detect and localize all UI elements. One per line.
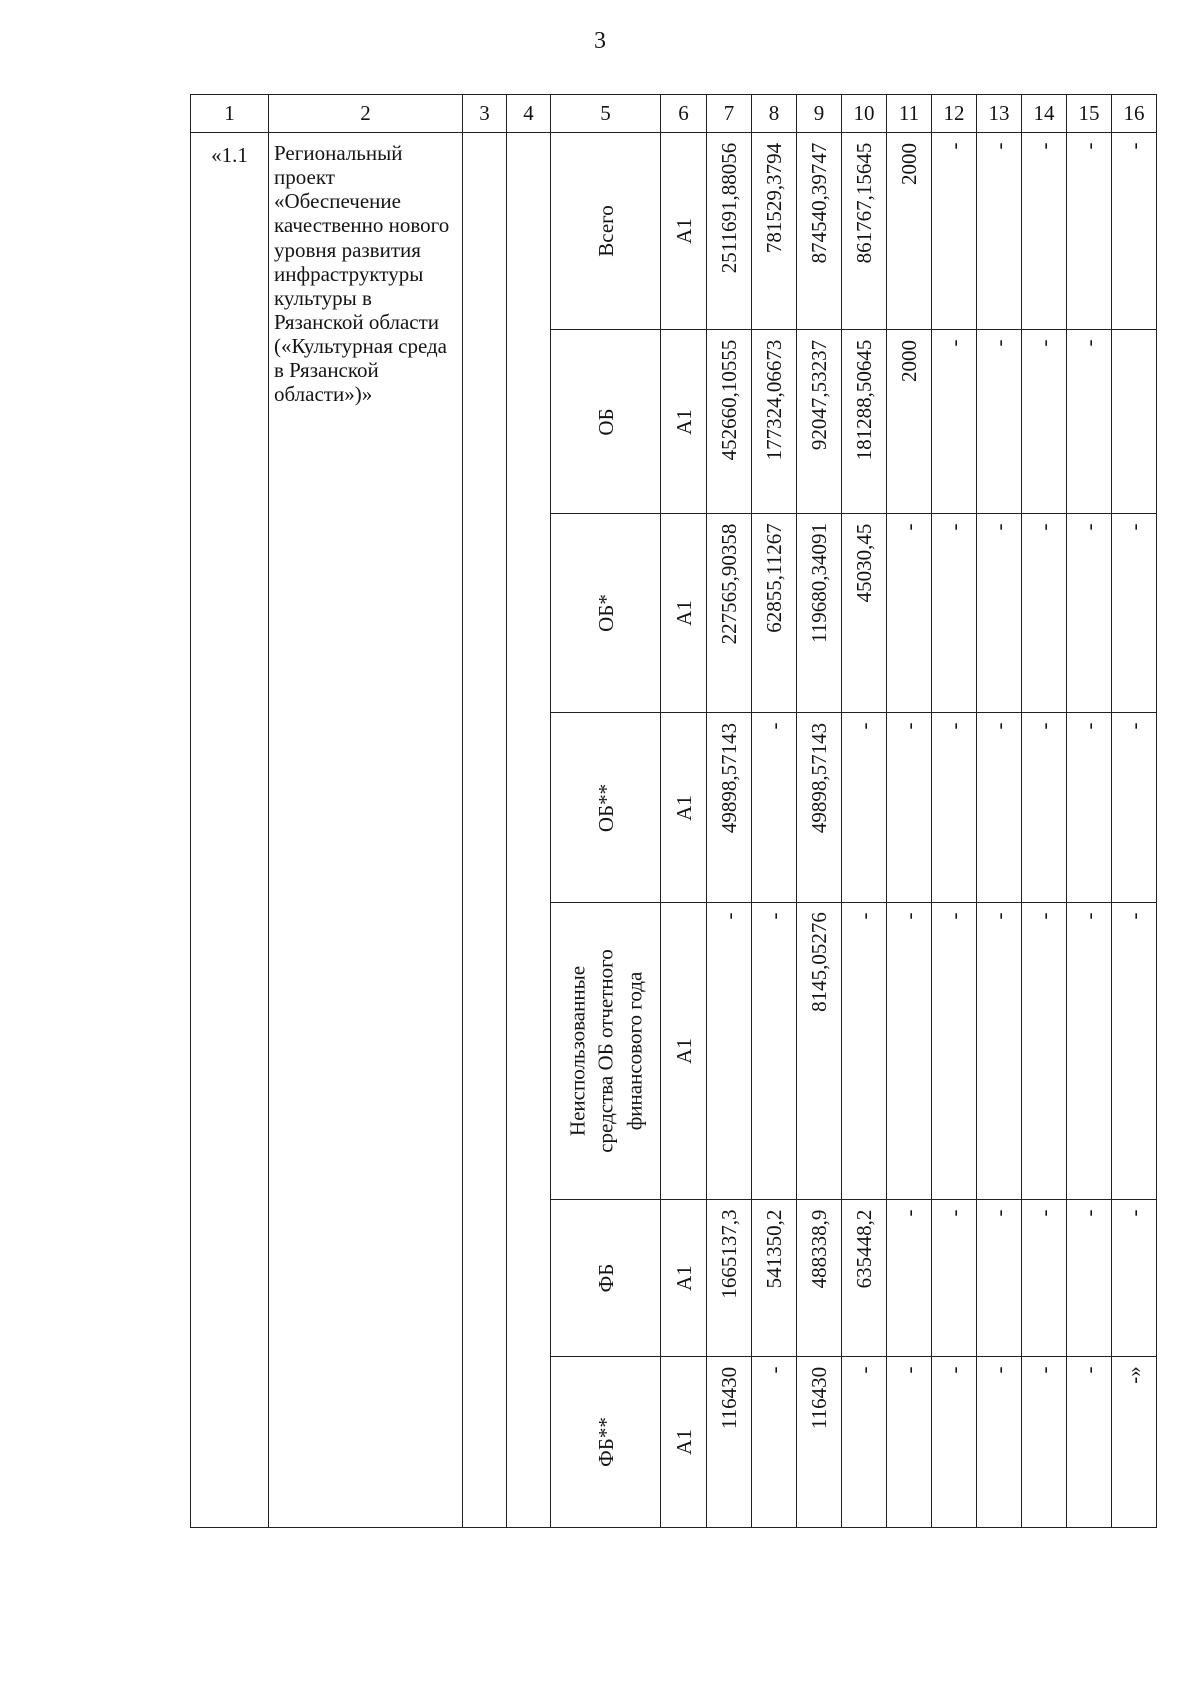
amount-cell: [932, 133, 977, 330]
amount-value: 92047,53237: [806, 339, 831, 450]
column-number-cell: 1: [191, 95, 269, 133]
amount-value: -: [896, 722, 921, 730]
amount-value: 8145,05276: [806, 912, 831, 1013]
amount-value: -: [941, 1209, 966, 1217]
col4-cell: [507, 133, 551, 1528]
amount-value: -: [896, 1366, 921, 1374]
amount-cell: [1112, 330, 1157, 514]
amount-value: -: [1031, 722, 1056, 730]
amount-cell: [1067, 1200, 1112, 1357]
classification-code-cell: [661, 514, 707, 713]
column-number-cell: 6: [661, 95, 707, 133]
amount-value: 49898,57143: [716, 722, 741, 833]
amount-value: 45030,45: [851, 523, 876, 603]
amount-cell: [1022, 1200, 1067, 1357]
amount-cell: [797, 514, 842, 713]
page-number: 3: [594, 28, 606, 54]
amount-cell: [932, 1357, 977, 1528]
amount-value: -: [1031, 1366, 1056, 1374]
amount-value: -: [941, 142, 966, 150]
amount-cell: [1022, 903, 1067, 1200]
table-row: [191, 133, 1157, 330]
amount-value: -: [941, 912, 966, 920]
project-name-cell: Региональный проект «Обеспечение качественно нового уровня развития инфраструктуры культуры в Рязанской области («Культурная среда в Рязанской области»)»: [269, 133, 463, 1528]
funding-source-cell: [551, 1357, 661, 1528]
amount-cell: [1067, 1357, 1112, 1528]
funding-source-cell: [551, 330, 661, 514]
classification-code: А1: [671, 408, 696, 435]
funding-source-label: Неиспользованные средства ОБ отчетного финансового года: [564, 949, 646, 1153]
amount-value: 452660,10555: [716, 339, 741, 461]
classification-code: А1: [671, 600, 696, 626]
amount-value: 181288,50645: [851, 339, 876, 461]
amount-value: -: [1031, 912, 1056, 920]
amount-value: -: [1076, 523, 1101, 531]
amount-value: 781529,3794: [761, 142, 786, 253]
amount-cell: [932, 1200, 977, 1357]
funding-source-label: ОБ*: [593, 594, 618, 632]
amount-value: -: [1076, 142, 1101, 150]
amount-cell: [707, 903, 752, 1200]
amount-value: -: [1121, 523, 1146, 531]
funding-source-cell: [551, 903, 661, 1200]
amount-value: -: [941, 1366, 966, 1374]
classification-code-cell: [661, 1200, 707, 1357]
amount-value: -: [941, 523, 966, 531]
amount-value: 488338,9: [806, 1209, 831, 1289]
column-number-cell: 10: [842, 95, 887, 133]
amount-cell: [1022, 1357, 1067, 1528]
amount-value: -: [986, 339, 1011, 347]
amount-value: 2000: [896, 339, 921, 382]
column-number-cell: 3: [463, 95, 507, 133]
amount-cell: [1022, 330, 1067, 514]
amount-cell: [752, 1357, 797, 1528]
amount-cell: [1112, 133, 1157, 330]
amount-cell: [887, 514, 932, 713]
amount-cell: [707, 330, 752, 514]
funding-source-cell: [551, 713, 661, 903]
amount-cell: [1067, 133, 1112, 330]
amount-cell: [887, 1200, 932, 1357]
classification-code: А1: [671, 794, 696, 821]
amount-cell: [1067, 903, 1112, 1200]
amount-cell: [1022, 514, 1067, 713]
column-number-cell: 12: [932, 95, 977, 133]
amount-cell: [1067, 713, 1112, 903]
amount-cell: [752, 713, 797, 903]
amount-cell: [707, 1200, 752, 1357]
amount-cell: [1067, 514, 1112, 713]
amount-value: -: [1121, 722, 1146, 730]
amount-value: -: [1121, 912, 1146, 920]
classification-code-cell: [661, 903, 707, 1200]
amount-cell: [842, 133, 887, 330]
col3-cell: [463, 133, 507, 1528]
column-number-cell: 11: [887, 95, 932, 133]
amount-cell: [707, 514, 752, 713]
amount-cell: [797, 1357, 842, 1528]
column-number-cell: 9: [797, 95, 842, 133]
amount-value: 62855,11267: [761, 523, 786, 633]
amount-cell: [707, 133, 752, 330]
amount-value: 2000: [896, 142, 921, 185]
amount-value: -: [986, 142, 1011, 150]
funding-source-label: Всего: [593, 205, 618, 257]
amount-cell: [707, 1357, 752, 1528]
funding-source-label: ОБ: [593, 407, 618, 436]
amount-value: 541350,2: [761, 1209, 786, 1289]
amount-value: -: [896, 1209, 921, 1217]
amount-cell: [977, 713, 1022, 903]
amount-cell: [752, 1200, 797, 1357]
amount-value: -»: [1121, 1366, 1146, 1384]
amount-value: -: [761, 912, 786, 920]
funding-source-cell: [551, 1200, 661, 1357]
amount-value: -: [1076, 912, 1101, 920]
amount-value: -: [986, 1209, 1011, 1217]
amount-cell: [977, 1357, 1022, 1528]
column-number-cell: 5: [551, 95, 661, 133]
amount-value: -: [716, 912, 741, 920]
column-number-cell: 13: [977, 95, 1022, 133]
amount-cell: [797, 713, 842, 903]
amount-value: -: [851, 722, 876, 730]
column-number-cell: 16: [1112, 95, 1157, 133]
column-number-cell: 2: [269, 95, 463, 133]
amount-value: -: [941, 339, 966, 347]
classification-code-cell: [661, 713, 707, 903]
column-number-cell: 7: [707, 95, 752, 133]
classification-code: А1: [671, 1038, 696, 1064]
amount-cell: [1112, 713, 1157, 903]
amount-value: -: [1031, 142, 1056, 150]
classification-code: А1: [671, 218, 696, 244]
column-number-cell: 8: [752, 95, 797, 133]
funding-source-label: ФБ: [593, 1263, 618, 1293]
amount-cell: [887, 133, 932, 330]
amount-value: 116430: [716, 1366, 741, 1429]
amount-cell: [932, 903, 977, 1200]
amount-cell: [1112, 514, 1157, 713]
amount-cell: [842, 514, 887, 713]
amount-value: 2511691,88056: [716, 142, 741, 273]
amount-value: 1665137,3: [716, 1209, 741, 1299]
amount-cell: [842, 330, 887, 514]
amount-cell: [977, 330, 1022, 514]
classification-code-cell: [661, 133, 707, 330]
amount-value: 116430: [806, 1366, 831, 1429]
amount-value: 177324,06673: [761, 339, 786, 461]
amount-cell: [1067, 330, 1112, 514]
amount-cell: [977, 514, 1022, 713]
amount-cell: [1112, 1357, 1157, 1528]
amount-cell: [797, 903, 842, 1200]
amount-value: -: [986, 722, 1011, 730]
amount-value: -: [1121, 1209, 1146, 1217]
amount-value: -: [851, 912, 876, 920]
amount-cell: [707, 713, 752, 903]
amount-value: -: [1121, 142, 1146, 150]
amount-value: 119680,34091: [806, 523, 831, 644]
funding-source-cell: [551, 514, 661, 713]
amount-value: -: [1076, 722, 1101, 730]
column-number-cell: 4: [507, 95, 551, 133]
amount-value: -: [761, 722, 786, 730]
amount-value: -: [896, 912, 921, 920]
amount-cell: [887, 330, 932, 514]
classification-code: А1: [671, 1429, 696, 1455]
amount-cell: [842, 1200, 887, 1357]
amount-cell: [1112, 1200, 1157, 1357]
amount-value: -: [1076, 339, 1101, 347]
amount-value: -: [851, 1366, 876, 1374]
funding-source-label: ФБ**: [593, 1417, 618, 1467]
amount-cell: [977, 133, 1022, 330]
amount-cell: [1112, 903, 1157, 1200]
amount-cell: [977, 903, 1022, 1200]
amount-cell: [1022, 133, 1067, 330]
classification-code-cell: [661, 1357, 707, 1528]
amount-value: 49898,57143: [806, 722, 831, 833]
amount-cell: [977, 1200, 1022, 1357]
amount-value: -: [941, 722, 966, 730]
amount-cell: [1022, 713, 1067, 903]
classification-code: А1: [671, 1265, 696, 1291]
amount-cell: [887, 713, 932, 903]
amount-cell: [932, 713, 977, 903]
funding-source-cell: [551, 133, 661, 330]
amount-value: -: [1076, 1209, 1101, 1217]
amount-cell: [887, 1357, 932, 1528]
amount-value: 874540,39747: [806, 142, 831, 264]
amount-value: -: [1076, 1366, 1101, 1374]
amount-value: -: [1031, 1209, 1056, 1217]
classification-code-cell: [661, 330, 707, 514]
column-number-cell: 15: [1067, 95, 1112, 133]
amount-value: -: [986, 912, 1011, 920]
amount-cell: [932, 330, 977, 514]
funding-source-label: ОБ**: [593, 783, 618, 832]
amount-value: -: [1031, 339, 1056, 347]
amount-cell: [797, 1200, 842, 1357]
amount-value: -: [986, 523, 1011, 531]
amount-value: -: [896, 523, 921, 531]
amount-cell: [752, 133, 797, 330]
amount-cell: [842, 1357, 887, 1528]
amount-cell: [752, 330, 797, 514]
amount-value: 635448,2: [851, 1209, 876, 1289]
amount-value: 227565,90358: [716, 523, 741, 645]
amount-value: 861767,15645: [851, 142, 876, 264]
amount-cell: [842, 713, 887, 903]
amount-value: -: [761, 1366, 786, 1374]
amount-cell: [887, 903, 932, 1200]
amount-cell: [752, 903, 797, 1200]
column-number-cell: 14: [1022, 95, 1067, 133]
amount-value: -: [1031, 523, 1056, 531]
item-code-cell: «1.1: [191, 133, 269, 1528]
amount-cell: [752, 514, 797, 713]
amount-cell: [842, 903, 887, 1200]
amount-value: -: [986, 1366, 1011, 1374]
amount-cell: [932, 514, 977, 713]
column-number-row: [191, 95, 1157, 133]
amount-cell: [797, 133, 842, 330]
program-table: [190, 94, 1157, 1528]
amount-cell: [797, 330, 842, 514]
